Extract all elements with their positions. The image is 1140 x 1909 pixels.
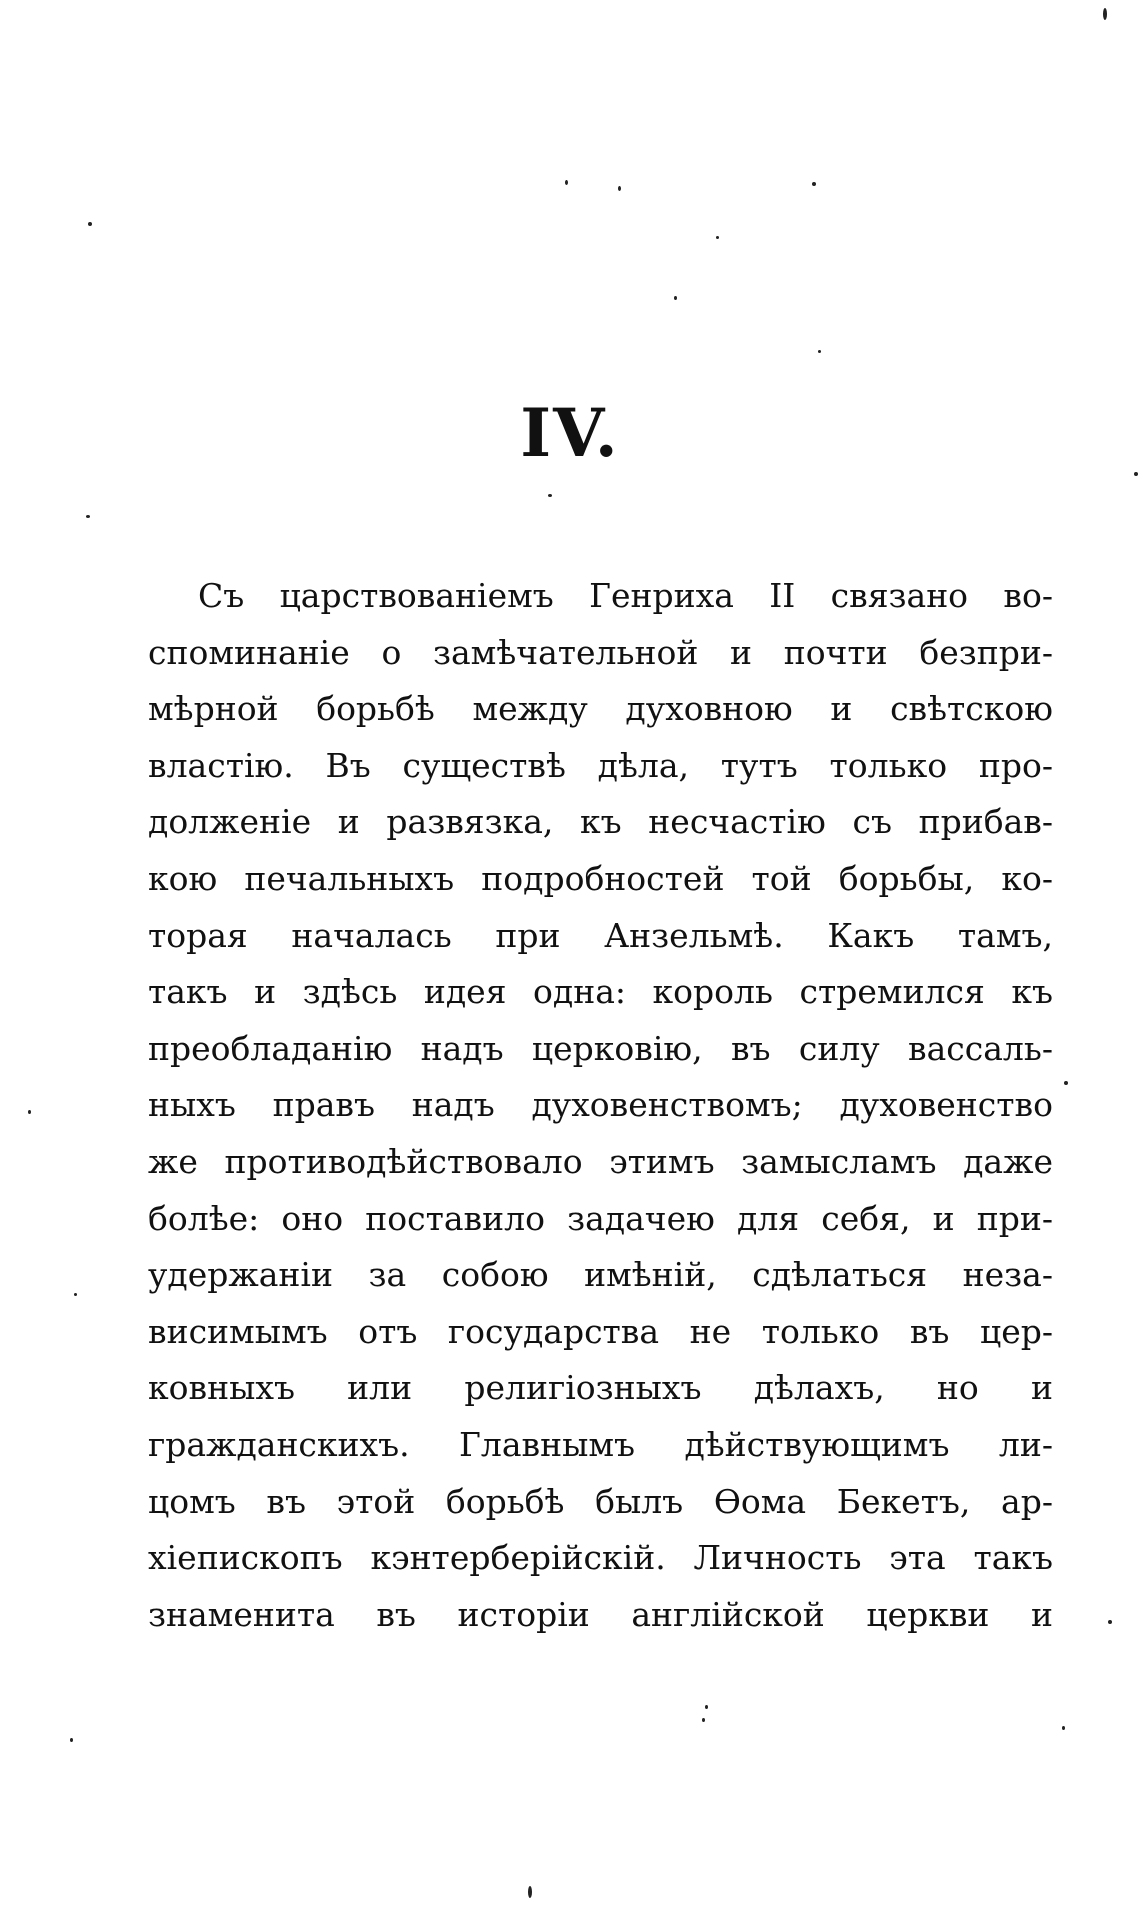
scan-speck <box>528 1886 532 1898</box>
text-line: удержаніи за собою имѣній, сдѣлаться неза- <box>148 1255 1053 1295</box>
text-line: хіепископъ кэнтерберійскій. Личность эта такъ <box>148 1538 1053 1578</box>
text-line: споминаніе о замѣчательной и почти безпри- <box>148 632 1053 672</box>
scan-speck <box>86 515 90 518</box>
scan-speck <box>565 180 568 185</box>
scan-speck <box>28 1110 31 1114</box>
text-line: цомъ въ этой борьбѣ былъ Ѳома Бекетъ, ар- <box>148 1481 1053 1521</box>
scan-speck <box>1103 8 1107 20</box>
text-line: властію. Въ существѣ дѣла, тутъ только про- <box>148 745 1053 785</box>
scan-speck <box>70 1738 73 1742</box>
text-line: долженіе и развязка, къ несчастію съ прибав- <box>148 802 1053 842</box>
scan-speck <box>1134 472 1138 476</box>
scan-speck <box>716 236 719 239</box>
text-line: знаменита въ исторіи англійской церкви и <box>148 1594 1053 1634</box>
text-line: такъ и здѣсь идея одна: король стремился къ <box>148 972 1053 1012</box>
scan-speck <box>1108 1620 1112 1624</box>
text-line: торая началась при Анзельмѣ. Какъ тамъ, <box>148 915 1053 955</box>
text-line: болѣе: оно поставило задачею для себя, и при- <box>148 1198 1053 1238</box>
text-line: висимымъ отъ государства не только въ цер- <box>148 1311 1053 1351</box>
scan-speck <box>702 1718 705 1722</box>
scan-speck <box>812 182 816 186</box>
scan-speck <box>1062 1726 1065 1730</box>
text-line: Съ царствованіемъ Генриха II связано во- <box>198 576 1053 615</box>
text-line: мѣрной борьбѣ между духовною и свѣтскою <box>148 689 1053 729</box>
scan-speck <box>74 1293 77 1296</box>
text-line: же противодѣйствовало этимъ замысламъ даже <box>148 1141 1053 1181</box>
text-line: ковныхъ или религіозныхъ дѣлахъ, но и <box>148 1368 1053 1408</box>
scan-speck <box>88 222 92 226</box>
scan-speck <box>674 296 677 300</box>
scan-speck <box>818 350 821 353</box>
scan-speck <box>548 494 552 497</box>
scan-speck <box>618 186 621 191</box>
scan-speck <box>1064 1081 1068 1085</box>
text-line: ныхъ правъ надъ духовенствомъ; духовенство <box>148 1085 1053 1125</box>
text-line: преобладанію надъ церковію, въ силу вассаль- <box>148 1028 1053 1068</box>
chapter-paragraph <box>148 568 1053 1643</box>
chapter-number: IV. <box>520 394 620 472</box>
scan-speck <box>705 1705 708 1709</box>
text-line: кою печальныхъ подробностей той борьбы, ко- <box>148 858 1053 898</box>
text-line: гражданскихъ. Главнымъ дѣйствующимъ ли- <box>148 1424 1053 1464</box>
